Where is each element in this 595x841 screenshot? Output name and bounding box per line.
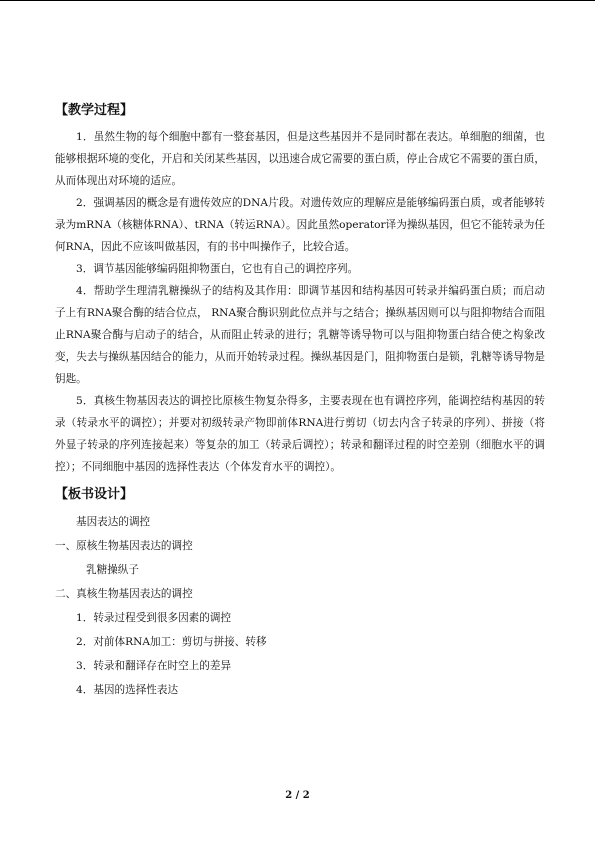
board-design-heading: 【板书设计】 [55, 487, 134, 502]
header-rule [0, 0, 595, 1]
teaching-paragraph-3: 3．调节基因能够编码阻抑物蛋白，它也有自己的调控序列。 [76, 263, 359, 275]
board-part-2-item-1: 1．转录过程受到很多因素的调控 [76, 612, 232, 624]
board-part-1-item: 乳糖操纵子 [86, 564, 139, 576]
board-part-2-item-3: 3．转录和翻译存在时空上的差异 [76, 660, 232, 672]
page-number: 2 / 2 [285, 790, 310, 801]
board-part-2-item-4: 4．基因的选择性表达 [76, 684, 179, 696]
board-design [55, 510, 545, 702]
board-part-1: 一、原核生物基因表达的调控 [55, 540, 193, 552]
teaching-paragraph-4: 4．帮助学生理清乳糖操纵子的结构及其作用：即调节基因和结构基因可转录并编码蛋白质；而启动子上有RNA聚合酶的结合位点， RNA聚合酶识别此位点并与之结合；操纵基因则可以与阻抑物结合而阻止RNA聚合酶与启动子的结合，从而阻止转录的进行；乳糖等诱导物可以与阻抑物蛋白结合使之构象改变，失去与操纵基因结合的能力，从而开始转录过程。操纵基因是门，阻抑物蛋白是锁，乳糖等诱导物是钥匙。 [55, 285, 545, 385]
document-body [55, 102, 545, 702]
teaching-paragraph-1: 1．虽然生物的每个细胞中都有一整套基因，但是这些基因并不是同时都在表达。单细胞的细菌，也能够根据环境的变化，开启和关闭某些基因，以迅速合成它需要的蛋白质，停止合成它不需要的蛋白质，从而体现出对环境的适应。 [55, 131, 545, 187]
teaching-process-heading: 【教学过程】 [55, 103, 134, 118]
teaching-paragraph-2: 2．强调基因的概念是有遗传效应的DNA片段。对遗传效应的理解应是能够编码蛋白质，或者能够转录为mRNA（核糖体RNA）、tRNA（转运RNA）。因此虽然operator译为操纵基因，但它不能转录为任何RNA，因此不应该叫做基因，有的书中叫操作子，比较合适。 [55, 197, 545, 253]
board-title: 基因表达的调控 [76, 516, 151, 528]
board-part-2: 二、真核生物基因表达的调控 [55, 588, 193, 600]
teaching-paragraph-5: 5．真核生物基因表达的调控比原核生物复杂得多，主要表现在也有调控序列，能调控结构基因的转录（转录水平的调控）；并要对初级转录产物即前体RNA进行剪切（切去内含子转录的序列）、拼接（将外显子转录的序列连接起来）等复杂的加工（转录后调控）；转录和翻译过程的时空差别（细胞水平的调控）；不同细胞中基因的选择性表达（个体发育水平的调控）。 [55, 395, 545, 473]
board-part-2-item-2: 2．对前体RNA加工：剪切与拼接、转移 [76, 636, 267, 648]
